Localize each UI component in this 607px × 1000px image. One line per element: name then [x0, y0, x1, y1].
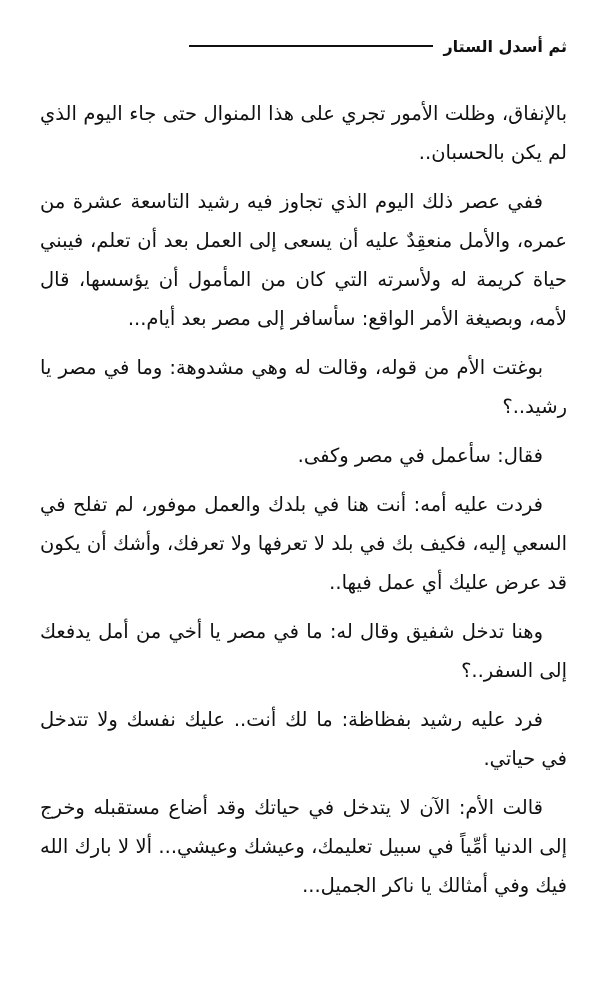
paragraph: بالإنفاق، وظلت الأمور تجري على هذا المنوال حتى جاء اليوم الذي لم يكن بالحسبان.. [40, 102, 567, 164]
paragraph: بوغتت الأم من قوله، وقالت له وهي مشدوهة: وما في مصر يا رشيد..؟ [40, 356, 567, 418]
running-header [40, 32, 567, 60]
paragraph: وهنا تدخل شفيق وقال له: ما في مصر يا أخي من أمل يدفعك إلى السفر..؟ [40, 620, 567, 682]
paragraph: ففي عصر ذلك اليوم الذي تجاوز فيه رشيد التاسعة عشرة من عمره، والأمل منعقِدٌ عليه أن يسعى إلى العمل بعد أن تعلم، فيبني حياة كريمة له ولأسرته التي كان من المأمول أن يؤسسها، قال لأمه، وبصيغة الأمر الواقع: سأسافر إلى مصر بعد أيام... [40, 190, 567, 330]
header-rule [189, 45, 433, 47]
chapter-title: ثم أسدل الستار [443, 36, 567, 56]
paragraph: فقال: سأعمل في مصر وكفى. [297, 444, 543, 467]
body-text [40, 94, 567, 915]
paragraph: فرد عليه رشيد بفظاظة: ما لك أنت.. عليك نفسك ولا تتدخل في حياتي. [40, 708, 567, 770]
paragraph: قالت الأم: الآن لا يتدخل في حياتك وقد أضاع مستقبله وخرج إلى الدنيا أمِّياً في سبيل تعليمك، وعيشك وعيشي... ألا لا بارك الله فيك وفي أمثالك يا ناكر الجميل... [40, 796, 567, 897]
paragraph: فردت عليه أمه: أنت هنا في بلدك والعمل موفور، لم تفلح في السعي إليه، فكيف بك في بلد لا تعرفها ولا تعرفك، وأشك أن يكون قد عرض عليك أي عمل فيها.. [40, 493, 567, 594]
